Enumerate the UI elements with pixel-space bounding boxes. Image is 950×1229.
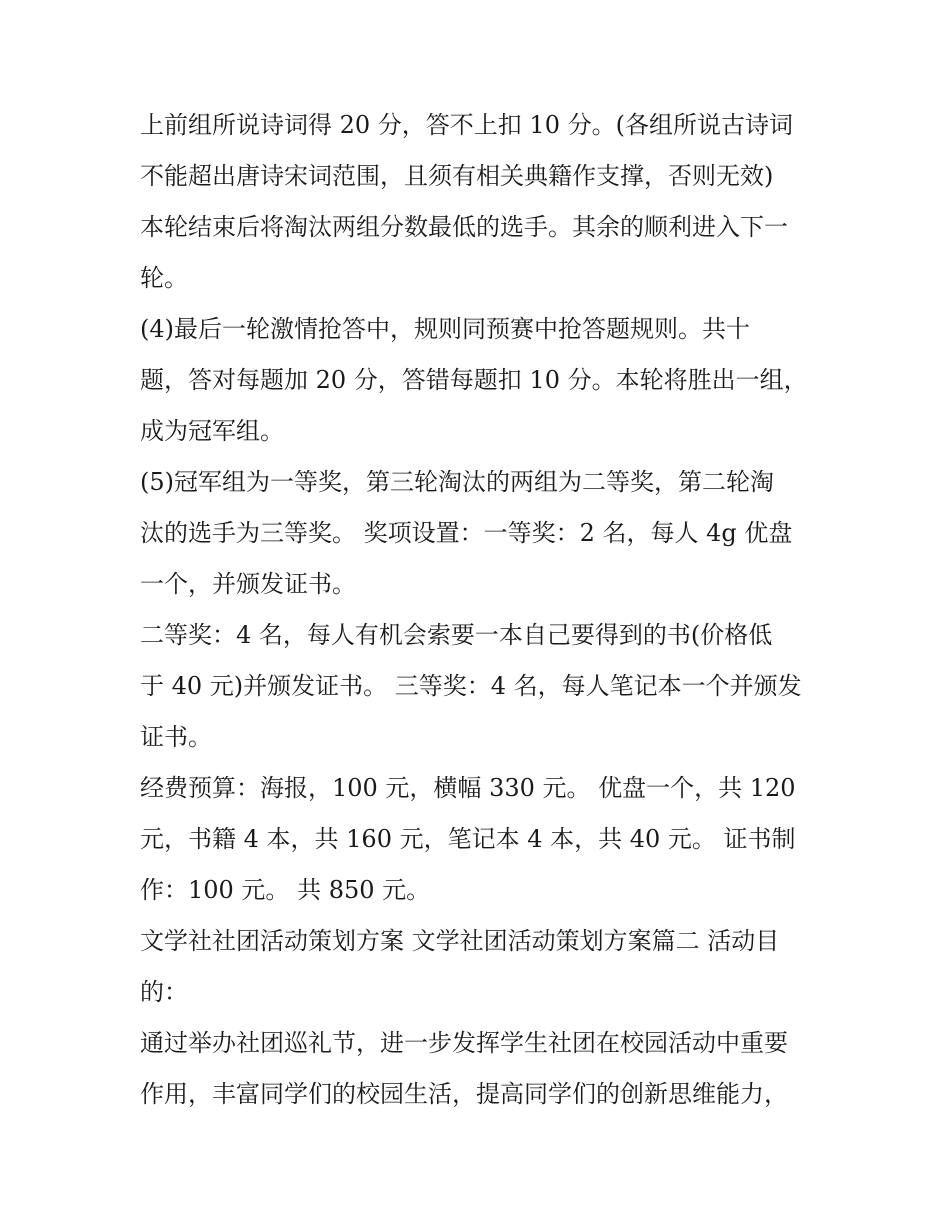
text-line: 二等奖：4 名，每人有机会索要一本自己要得到的书(价格低: [140, 621, 773, 649]
text-line: 上前组所说诗词得 20 分，答不上扣 10 分。(各组所说古诗词: [140, 111, 793, 139]
text-line: 不能超出唐诗宋词范围，且须有相关典籍作支撑，否则无效): [140, 162, 774, 190]
text-line: 证书。: [140, 723, 212, 751]
text-line: 文学社社团活动策划方案 文学社团活动策划方案篇二 活动目: [140, 927, 780, 955]
text-line: 于 40 元)并颁发证书。 三等奖：4 名，每人笔记本一个并颁发: [140, 672, 802, 700]
text-line: (4)最后一轮激情抢答中，规则同预赛中抢答题规则。共十: [140, 315, 750, 343]
text-line: 作：100 元。 共 850 元。: [140, 876, 431, 904]
text-line: 题，答对每题加 20 分，答错每题扣 10 分。本轮将胜出一组，: [140, 366, 808, 394]
text-line: 汰的选手为三等奖。 奖项设置：一等奖：2 名，每人 4g 优盘: [140, 519, 793, 547]
text-line: 通过举办社团巡礼节，进一步发挥学生社团在校园活动中重要: [140, 1029, 788, 1057]
text-line: 成为冠军组。: [140, 417, 284, 445]
text-line: (5)冠军组为一等奖，第三轮淘汰的两组为二等奖，第二轮淘: [140, 468, 774, 496]
text-line: 元，书籍 4 本，共 160 元，笔记本 4 本，共 40 元。 证书制: [140, 825, 796, 853]
text-line: 的：: [140, 978, 188, 1006]
text-line: 作用，丰富同学们的校园生活，提高同学们的创新思维能力，: [140, 1080, 788, 1108]
text-line: 经费预算：海报，100 元，横幅 330 元。 优盘一个，共 120: [140, 774, 796, 802]
text-line: 轮。: [140, 264, 188, 292]
text-line: 本轮结束后将淘汰两组分数最低的选手。其余的顺利进入下一: [140, 213, 788, 241]
document-body: [140, 100, 820, 1120]
text-line: 一个，并颁发证书。: [140, 570, 356, 598]
